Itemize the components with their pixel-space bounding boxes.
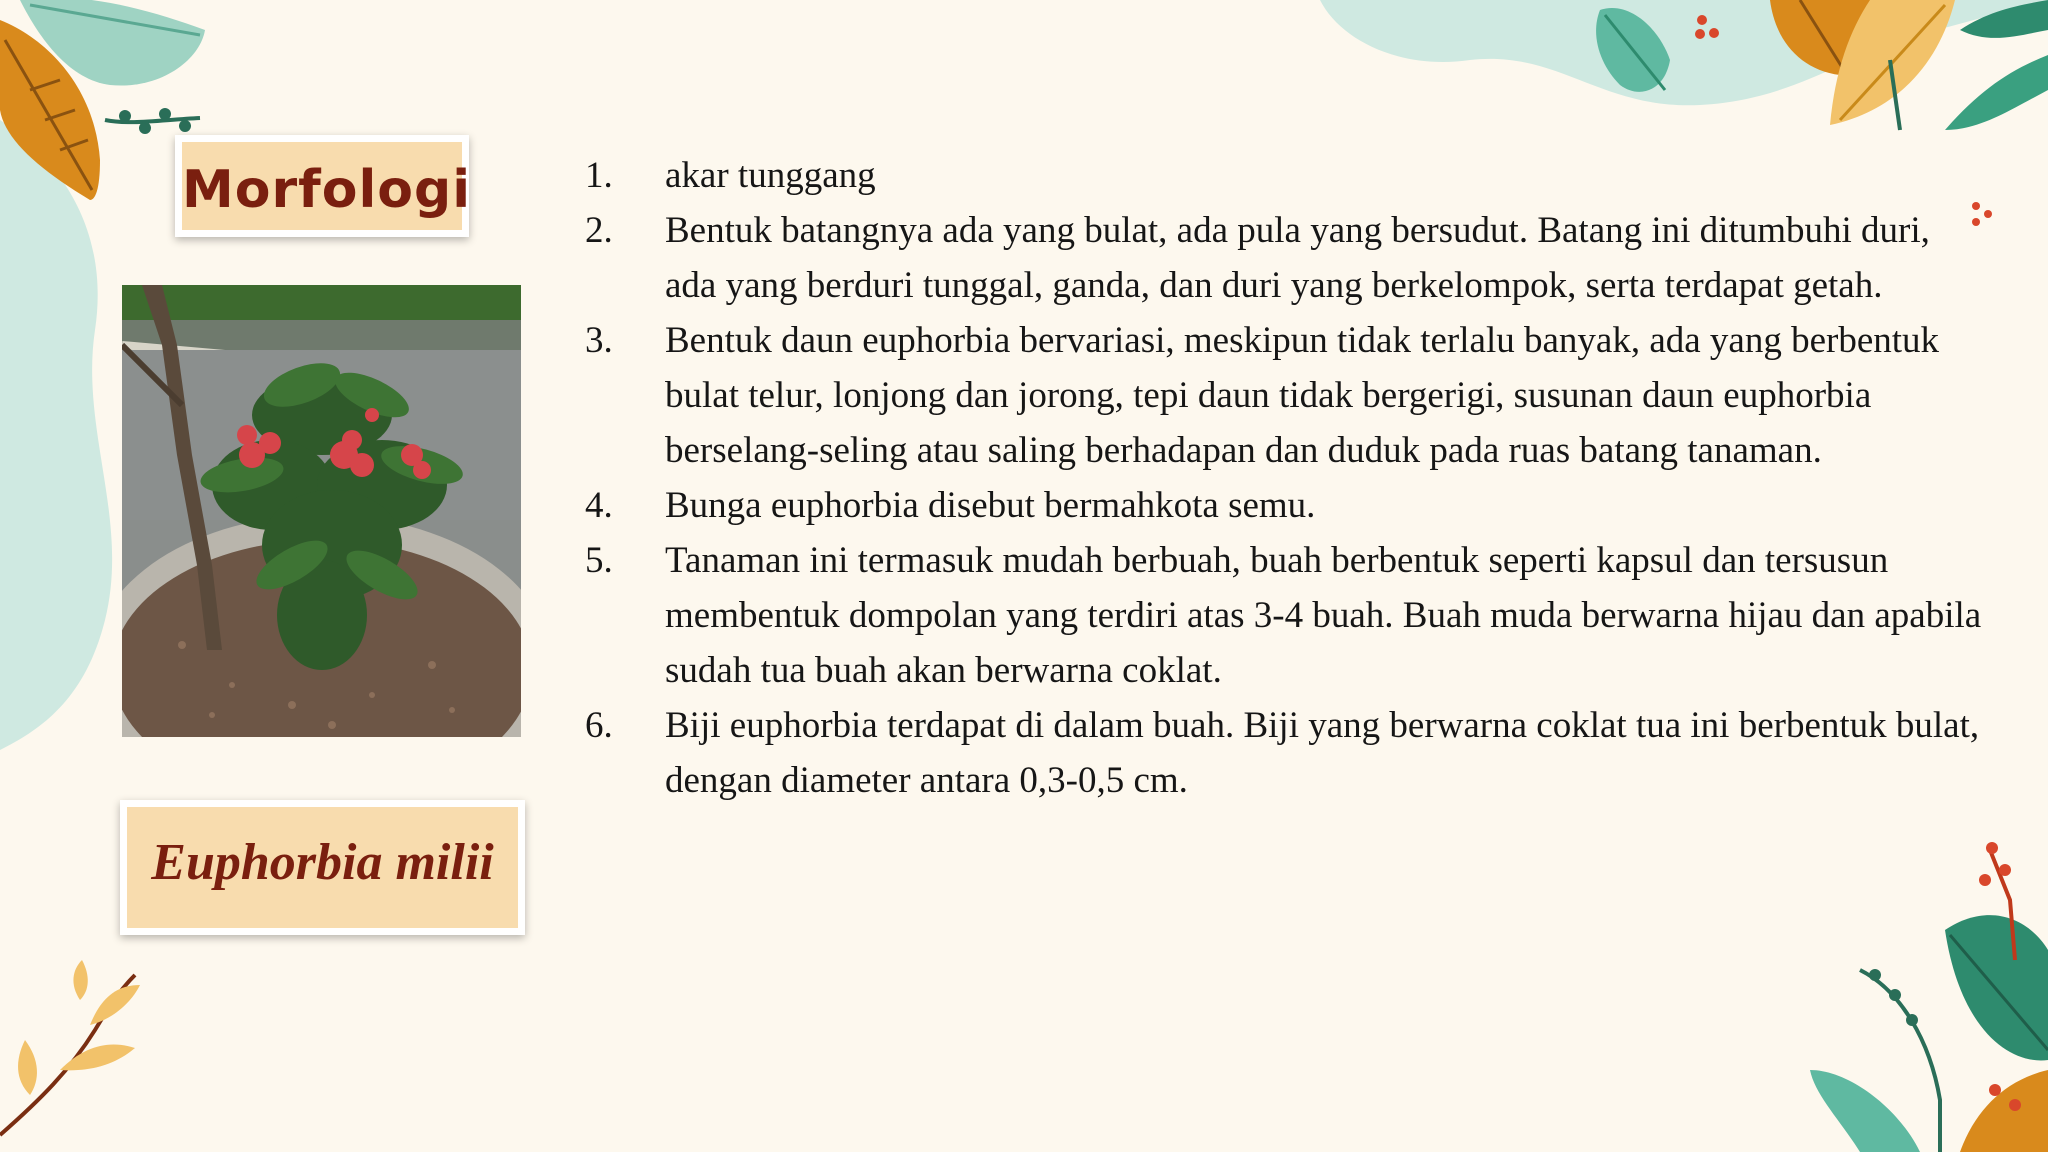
plant-photo	[122, 285, 521, 737]
list-item-text: Bentuk batangnya ada yang bulat, ada pula yang bersudut. Batang ini ditumbuhi duri, ada yang berduri tunggal, ganda, dan duri yang berkelompok, serta terdapat getah.	[665, 210, 1930, 306]
list-item-number: 5.	[585, 540, 613, 581]
slide-title: Morfologi	[182, 160, 472, 220]
list-item-number: 6.	[585, 705, 613, 746]
list-item	[585, 148, 1985, 203]
list-item-number: 3.	[585, 320, 613, 361]
list-item-number: 4.	[585, 485, 613, 526]
list-item	[585, 478, 1985, 533]
species-name: Euphorbia milii	[151, 834, 494, 891]
list-item-text: Tanaman ini termasuk mudah berbuah, buah berbentuk seperti kapsul dan tersusun membentuk dompolan yang terdiri atas 3-4 buah. Buah muda berwarna hijau dan apabila sudah tua buah akan berwarna coklat.	[665, 540, 1982, 691]
list-item-number: 1.	[585, 155, 613, 196]
list-item-text: Biji euphorbia terdapat di dalam buah. Biji yang berwarna coklat tua ini berbentuk bulat, dengan diameter antara 0,3-0,5 cm.	[665, 705, 1980, 801]
morphology-list	[585, 148, 1985, 808]
list-item	[585, 698, 1985, 808]
bottom-left-twig-icon	[0, 960, 140, 1135]
species-label-box	[120, 800, 525, 935]
list-item-text: Bunga euphorbia disebut bermahkota semu.	[665, 485, 1316, 526]
list-item-text: akar tunggang	[665, 155, 876, 196]
list-item	[585, 533, 1985, 698]
left-mint-blob	[0, 120, 112, 750]
list-item	[585, 313, 1985, 478]
list-item	[585, 203, 1985, 313]
title-label-box	[175, 135, 472, 237]
bottom-right-plants-icon	[1810, 842, 2048, 1152]
list-item-number: 2.	[585, 210, 613, 251]
list-item-text: Bentuk daun euphorbia bervariasi, meskipun tidak terlalu banyak, ada yang berbentuk bulat telur, lonjong dan jorong, tepi daun tidak bergerigi, susunan daun euphorbia berselang-seling atau saling berhadapan dan duduk pada ruas batang tanaman.	[665, 320, 1940, 471]
